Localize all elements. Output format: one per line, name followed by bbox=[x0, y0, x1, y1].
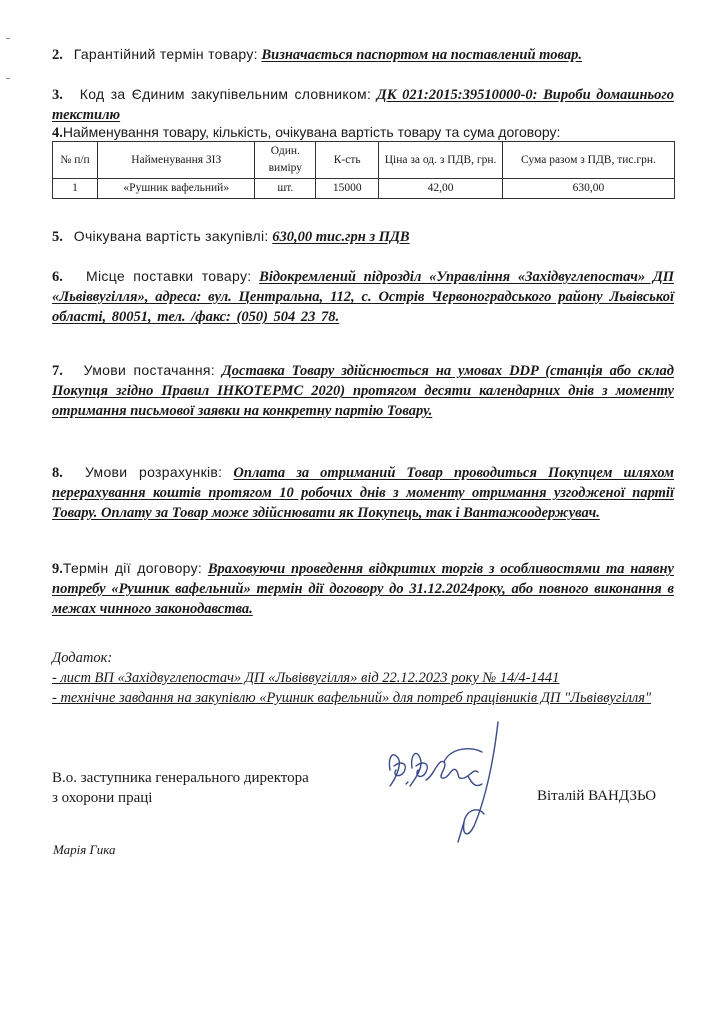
item-label: Умови постачання: bbox=[83, 362, 215, 378]
item-label: Очікувана вартість закупівлі: bbox=[73, 228, 269, 244]
cell-name: «Рушник вафельний» bbox=[98, 179, 255, 199]
table-header-row bbox=[53, 142, 675, 179]
item-label: Найменування товару, кількість, очікувана вартість товару та сума договору: bbox=[62, 124, 561, 140]
item-number: 2. bbox=[52, 47, 63, 63]
item-number: 9. bbox=[52, 561, 63, 577]
handwritten-signature bbox=[378, 718, 518, 848]
scan-mark bbox=[6, 38, 10, 39]
item-contract-term bbox=[52, 558, 674, 619]
position-line: В.о. заступника генерального директора bbox=[52, 770, 309, 786]
cell-number: 1 bbox=[53, 179, 98, 199]
item-value: Визначається паспортом на поставлений товар. bbox=[261, 47, 582, 63]
item-label: Місце поставки товару: bbox=[86, 268, 252, 284]
table-row bbox=[53, 179, 675, 199]
item-expected-cost bbox=[52, 226, 674, 247]
item-value: Оплата за отриманий Товар проводиться Покупцем шляхом перерахування коштів протягом 10 робочих днів з моменту отримання узгодженої партії Товару. Оплату за Товар може здійснювати як Покупець, так і Вантажоодержувач. bbox=[52, 465, 674, 521]
item-delivery-place bbox=[52, 266, 674, 327]
cell-unit-price: 42,00 bbox=[379, 179, 503, 199]
item-label: Умови розрахунків: bbox=[84, 464, 223, 480]
item-cpv-code bbox=[52, 84, 674, 125]
cell-quantity: 15000 bbox=[316, 179, 379, 199]
signatory-position bbox=[52, 768, 309, 808]
goods-table bbox=[52, 141, 675, 199]
col-total: Сума разом з ПДВ, тис.грн. bbox=[502, 142, 674, 179]
item-label: Гарантійний термін товару: bbox=[73, 46, 258, 62]
item-goods bbox=[52, 122, 674, 143]
item-label: Код за Єдиним закупівельним словником: bbox=[79, 86, 372, 102]
col-number: № п/п bbox=[53, 142, 98, 179]
item-number: 8. bbox=[52, 465, 63, 481]
item-payment-terms bbox=[52, 462, 674, 523]
attachment-item: - лист ВП «Західвуглепостач» ДП «Львіввугілля» від 22.12.2023 року № 14/4-1441 bbox=[52, 670, 560, 686]
position-line: з охорони праці bbox=[52, 790, 153, 806]
col-quantity: К-сть bbox=[316, 142, 379, 179]
item-number: 4. bbox=[52, 125, 63, 141]
item-value: ДК 021:2015:39510000-0: Вироби домашнього текстилю bbox=[52, 87, 674, 123]
item-number: 6. bbox=[52, 269, 63, 285]
attachments bbox=[52, 648, 674, 708]
item-value: Враховуючи проведення відкритих торгів з особливостями та наявну потребу «Рушник вафельний» термін дії договору до 31.12.2024року, або повного виконання в межах чинного законодавства. bbox=[52, 561, 674, 617]
item-value: 630,00 тис.грн з ПДВ bbox=[272, 229, 410, 245]
cell-unit: шт. bbox=[255, 179, 316, 199]
attachment-item: - технічне завдання на закупівлю «Рушник вафельний» для потреб працівників ДП "Львіввугілля" bbox=[52, 690, 652, 706]
item-value: Доставка Товару здійснюється на умовах DDP (станція або склад Покупця згідно Правил ІНКОТЕРМС 2020) протягом десяти календарних днів з моменту отримання письмової заявки на конкретну партію Товару. bbox=[52, 363, 674, 419]
item-warranty bbox=[52, 44, 674, 65]
col-unit-price: Ціна за од. з ПДВ, грн. bbox=[379, 142, 503, 179]
item-delivery-terms bbox=[52, 360, 674, 421]
scan-mark bbox=[6, 78, 10, 79]
item-number: 5. bbox=[52, 229, 63, 245]
item-number: 3. bbox=[52, 87, 63, 103]
item-number: 7. bbox=[52, 363, 63, 379]
item-value: Відокремлений підрозділ «Управління «Західвуглепостач» ДП «Львіввугілля», адреса: вул. Центральна, 112, с. Острів Червоноградського району Львівської області, 80051, тел. /факс: (050) 504 23 78. bbox=[52, 269, 675, 325]
item-label: Термін дії договору: bbox=[62, 560, 203, 576]
signatory-name: Віталій ВАНДЗЬО bbox=[537, 788, 657, 804]
col-unit: Один. виміру bbox=[255, 142, 316, 179]
col-name: Найменування ЗІЗ bbox=[98, 142, 255, 179]
cell-total: 630,00 bbox=[502, 179, 674, 199]
attachments-title: Додаток: bbox=[52, 650, 113, 666]
executor-name: Марія Гика bbox=[53, 842, 116, 857]
